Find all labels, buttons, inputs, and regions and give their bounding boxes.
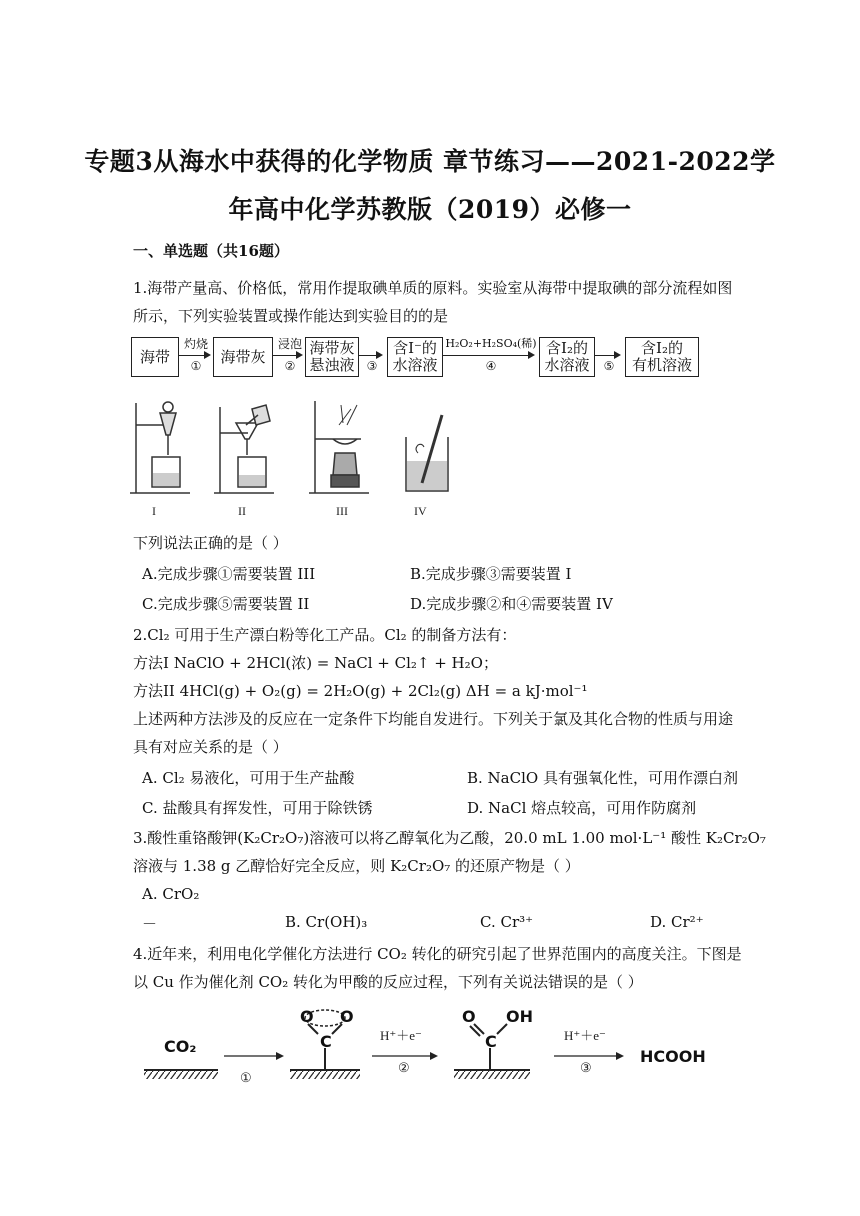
atom-o-left: O: [300, 1007, 314, 1026]
group-oh: OH: [506, 1007, 533, 1026]
q2-method-1: 方法I NaClO + 2HCl(浓) = NaCl + Cl₂↑ + H₂O；: [133, 654, 498, 672]
flow-arrow-5-bottom: ⑤: [603, 359, 615, 373]
q2-option-b[interactable]: B. NaClO 具有强氧化性，可用作漂白剂: [467, 769, 738, 787]
flow-arrow-1-top: 灼烧: [183, 337, 208, 351]
q1-flowchart: [131, 333, 731, 381]
q3-option-b[interactable]: B. Cr(OH)₃: [285, 913, 368, 931]
flow-box-5: 含I₂的 水溶液: [539, 337, 595, 377]
flow-arrow-3-bottom: ③: [366, 359, 378, 373]
q1-apparatus-figure: [128, 395, 488, 525]
q3-stem-line1: 3.酸性重铬酸钾(K₂Cr₂O₇)溶液可以将乙醇氧化为乙酸，20.0 mL 1.00 mol·L⁻¹ 酸性 K₂Cr₂O₇: [133, 829, 766, 847]
apparatus-III-crucible-heating: [309, 401, 369, 493]
atom-c: C: [320, 1032, 332, 1051]
q3-dash: －: [142, 915, 158, 933]
q2-desc-line2: 具有对应关系的是（ ）: [133, 738, 288, 756]
co2-label: CO₂: [164, 1037, 197, 1056]
apparatus-label-II: II: [238, 504, 246, 518]
q1-option-d[interactable]: D.完成步骤②和④需要装置 IV: [410, 595, 613, 613]
step-label-3: ③: [580, 1060, 592, 1075]
flow-arrow-1: [179, 355, 209, 356]
step-label-2: ②: [398, 1060, 410, 1075]
q2-option-c[interactable]: C. 盐酸具有挥发性，可用于除铁锈: [142, 799, 373, 817]
atom-o-right: O: [340, 1007, 354, 1026]
flow-box-3: 海带灰 悬浊液: [305, 337, 359, 377]
step-label-1: ①: [240, 1070, 252, 1085]
flow-arrow-4-bottom: ④: [485, 359, 497, 373]
flow-box-2: 海带灰: [213, 337, 273, 377]
flow-arrow-4: [443, 355, 533, 356]
reagent-label-2: H⁺＋e⁻: [380, 1028, 422, 1043]
q3-option-a[interactable]: A. CrO₂: [142, 885, 200, 903]
q4-reaction-diagram: [140, 1000, 740, 1100]
apparatus-IV-beaker-stirring: [406, 415, 448, 491]
q1-option-c[interactable]: C.完成步骤⑤需要装置 II: [142, 595, 310, 613]
q3-option-c[interactable]: C. Cr³⁺: [480, 913, 534, 931]
q1-stem-line1: 1.海带产量高、价格低，常用作提取碘单质的原料。实验室从海带中提取碘的部分流程如图: [133, 279, 733, 297]
product-hcooh: HCOOH: [640, 1047, 706, 1066]
flow-arrow-2-bottom: ②: [284, 359, 296, 373]
q1-option-b[interactable]: B.完成步骤③需要装置 I: [410, 565, 572, 583]
flow-box-4: 含I⁻的 水溶液: [387, 337, 443, 377]
flow-arrow-3: [359, 355, 381, 356]
q4-stem-line2: 以 Cu 作为催化剂 CO₂ 转化为甲酸的反应过程，下列有关说法错误的是（ ）: [133, 973, 643, 991]
document-title-line1: 专题3从海水中获得的化学物质 章节练习——2021-2022学: [84, 147, 776, 176]
flow-arrow-5: [595, 355, 619, 356]
atom-c-2: C: [485, 1032, 497, 1051]
flow-box-1: 海带: [131, 337, 179, 377]
q2-method-2: 方法II 4HCl(g) + O₂(g) = 2H₂O(g) + 2Cl₂(g) ΔH = a kJ·mol⁻¹: [133, 682, 588, 700]
flow-box-6: 含I₂的 有机溶液: [625, 337, 699, 377]
q3-stem-line2: 溶液与 1.38 g 乙醇恰好完全反应，则 K₂Cr₂O₇ 的还原产物是（ ）: [133, 857, 580, 875]
q1-ask: 下列说法正确的是（ ）: [133, 534, 288, 552]
flow-arrow-2: [273, 355, 301, 356]
section-heading: 一、单选题（共16题）: [133, 242, 289, 260]
q2-option-d[interactable]: D. NaCl 熔点较高，可用作防腐剂: [467, 799, 697, 817]
apparatus-label-III: III: [336, 504, 348, 518]
apparatus-label-IV: IV: [414, 504, 427, 518]
q3-option-d[interactable]: D. Cr²⁺: [650, 913, 704, 931]
q1-option-a[interactable]: A.完成步骤①需要装置 III: [142, 565, 316, 583]
q2-stem: 2.Cl₂ 可用于生产漂白粉等化工产品。Cl₂ 的制备方法有：: [133, 626, 517, 644]
flow-arrow-1-bottom: ①: [190, 359, 202, 373]
atom-o-double: O: [462, 1007, 476, 1026]
q2-desc-line1: 上述两种方法涉及的反应在一定条件下均能自发进行。下列关于氯及其化合物的性质与用途: [133, 710, 734, 728]
apparatus-label-I: I: [152, 504, 156, 518]
q4-stem-line1: 4.近年来，利用电化学催化方法进行 CO₂ 转化的研究引起了世界范围内的高度关注。下图是: [133, 945, 742, 963]
apparatus-I-separatory-funnel: [130, 402, 190, 493]
q2-option-a[interactable]: A. Cl₂ 易液化，可用于生产盐酸: [142, 769, 355, 787]
flow-arrow-4-top: H₂O₂+H₂SO₄(稀): [445, 337, 537, 350]
flow-arrow-2-top: 浸泡: [277, 337, 302, 351]
reagent-label-3: H⁺＋e⁻: [564, 1028, 606, 1043]
q1-stem-line2: 所示，下列实验装置或操作能达到实验目的的是: [133, 307, 449, 325]
apparatus-II-filtration: [214, 405, 274, 493]
document-title-line2: 年高中化学苏教版（2019）必修一: [228, 195, 632, 224]
